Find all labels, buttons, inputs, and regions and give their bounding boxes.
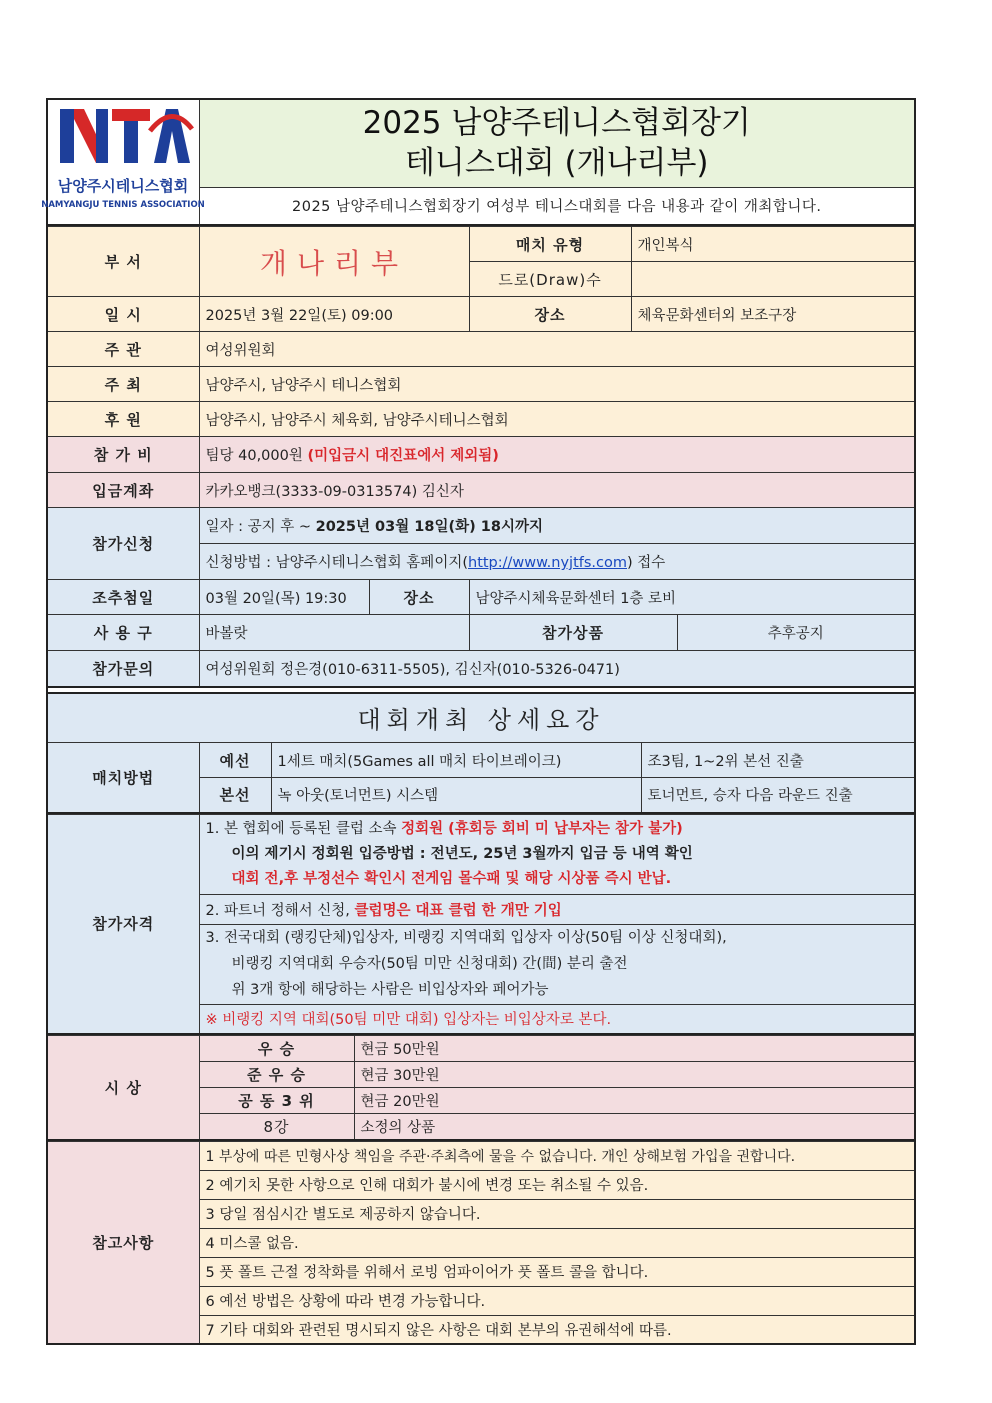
venue-label: 장소 — [469, 297, 631, 332]
eligibility-note: ※ 비랭킹 지역 대회(50팀 미만 대회) 입상자는 비입상자로 본다. — [199, 1004, 915, 1034]
organizer-value: 여성위원회 — [199, 332, 915, 367]
host-label: 주 최 — [47, 367, 199, 402]
division-value: 개나리부 — [199, 227, 469, 297]
prize-goods-label: 참가상품 — [469, 615, 677, 651]
note-item: 5 풋 폴트 근절 정착화를 위해서 로빙 엄파이어가 풋 폴트 콜을 합니다. — [199, 1257, 915, 1286]
svg-text:NAMYANGJU TENNIS ASSOCIATION: NAMYANGJU TENNIS ASSOCIATION — [41, 200, 206, 210]
fee-note: (미입금시 대진표에서 제외됨) — [307, 448, 499, 464]
elig3-line1: 3. 전국대회 (랭킹단체)입상자, 비랭킹 지역대회 입상자 이상(50팀 이상 신청대회), — [205, 930, 727, 946]
header-table — [41, 98, 916, 226]
award-prize: 현금 30만원 — [354, 1062, 915, 1088]
elig1-line2: 이의 제기시 정회원 입증방법 : 전년도, 25년 3월까지 입금 등 내역 확인 — [231, 845, 693, 862]
fee-value — [199, 437, 915, 473]
eligibility-item-2 — [199, 894, 915, 924]
eligibility-table — [46, 814, 916, 1036]
info-table — [46, 226, 916, 688]
elig1-prefix: 1. 본 협회에 등록된 클럽 소속 — [205, 820, 402, 837]
note-item: 3 당일 점심시간 별도로 제공하지 않습니다. — [199, 1199, 915, 1228]
prize-goods-value: 추후공지 — [677, 615, 915, 651]
elig1-line3: 대회 전,후 부정선수 확인시 전게임 몰수패 및 해당 시상품 즉시 반납. — [231, 870, 672, 887]
award-rank: 공 동 3 위 — [199, 1088, 354, 1114]
award-prize: 현금 50만원 — [354, 1036, 915, 1062]
venue-value: 체육문화센터외 보조구장 — [631, 297, 915, 332]
awards-table — [46, 1035, 916, 1141]
host-value: 남양주시, 남양주시 테니스협회 — [199, 367, 915, 402]
details-table — [46, 692, 916, 814]
organizer-label: 주 관 — [47, 332, 199, 367]
match-type-label: 매치 유형 — [469, 227, 631, 262]
date-label: 일 시 — [47, 297, 199, 332]
eligibility-item-3 — [199, 924, 915, 1004]
eligibility-label: 참가자격 — [47, 814, 199, 1034]
award-rank: 준 우 승 — [199, 1062, 354, 1088]
tournament-notice — [41, 98, 916, 1345]
homepage-link[interactable]: http://www.nyjtfs.com — [468, 555, 627, 571]
apply-method-prefix: 신청방법 : 남양주시테니스협회 홈페이지( — [205, 555, 468, 571]
main-value: 녹 아웃(토너먼트) 시스템 — [271, 778, 641, 813]
title-line2: 테니스대회 (개나리부) — [404, 145, 709, 182]
draw-count-value — [631, 262, 915, 297]
apply-date — [199, 508, 915, 544]
details-section-title: 대회개최 상세요강 — [47, 693, 915, 743]
svg-text:남양주시테니스협회: 남양주시테니스협회 — [58, 177, 189, 195]
note-item: 7 기타 대회와 관련된 명시되지 않은 사항은 대회 본부의 유권해석에 따름. — [199, 1315, 915, 1344]
account-label: 입금계좌 — [47, 473, 199, 508]
match-method-label: 매치방법 — [47, 743, 199, 813]
apply-method-suffix: ) 접수 — [627, 555, 666, 571]
apply-label: 참가신청 — [47, 508, 199, 580]
prelim-label: 예선 — [199, 743, 271, 778]
award-rank: 우 승 — [199, 1036, 354, 1062]
ball-label: 사 용 구 — [47, 615, 199, 651]
subtitle: 2025 남양주테니스협회장기 여성부 테니스대회를 다음 내용과 같이 개최합니다. — [199, 187, 915, 225]
title-cell — [199, 99, 915, 187]
draw-place-value: 남양주시체육문화센터 1층 로비 — [469, 580, 915, 615]
contact-value: 여성위원회 정은경(010-6311-5505), 김신자(010-5326-0471) — [199, 651, 915, 687]
draw-meeting-value: 03월 20일(목) 19:30 — [199, 580, 369, 615]
elig2-red: 클럽명은 대표 클럽 한 개만 기입 — [354, 902, 562, 919]
elig2-prefix: 2. 파트너 정해서 신청, — [205, 902, 355, 919]
note-item: 6 예선 방법은 상황에 따라 변경 가능합니다. — [199, 1286, 915, 1315]
draw-meeting-label: 조추첨일 — [47, 580, 199, 615]
note-item: 2 예기치 못한 사항으로 인해 대회가 불시에 변경 또는 취소될 수 있음. — [199, 1170, 915, 1199]
title-line1: 2025 남양주테니스협회장기 — [362, 105, 751, 142]
notes-table — [46, 1141, 916, 1346]
fee-label: 참 가 비 — [47, 437, 199, 473]
match-type-value: 개인복식 — [631, 227, 915, 262]
award-rank: 8강 — [199, 1114, 354, 1140]
draw-count-label: 드로(Draw)수 — [469, 262, 631, 297]
note-item: 4 미스콜 없음. — [199, 1228, 915, 1257]
elig3-line2: 비랭킹 지역대회 우승자(50팀 미만 신청대회) 간(間) 분리 출전 — [231, 956, 628, 972]
prelim-value: 1세트 매치(5Games all 매치 타이브레이크) — [271, 743, 641, 778]
date-value: 2025년 3월 22일(토) 09:00 — [199, 297, 469, 332]
ball-value: 바볼랏 — [199, 615, 469, 651]
sponsor-value: 남양주시, 남양주시 체육회, 남양주시테니스협회 — [199, 402, 915, 437]
awards-label: 시 상 — [47, 1036, 199, 1140]
notes-label: 참고사항 — [47, 1141, 199, 1344]
draw-place-label: 장소 — [369, 580, 469, 615]
apply-deadline: 2025년 03월 18일(화) 18시까지 — [315, 519, 543, 535]
main-label: 본선 — [199, 778, 271, 813]
account-value: 카카오뱅크(3333-09-0313574) 김신자 — [199, 473, 915, 508]
sponsor-label: 후 원 — [47, 402, 199, 437]
logo — [41, 99, 206, 225]
elig3-line3: 위 3개 항에 해당하는 사람은 비입상자와 페어가능 — [231, 982, 549, 998]
note-item: 1 부상에 따른 민형사상 책임을 주관·주최측에 물을 수 없습니다. 개인 상해보험 가입을 권합니다. — [199, 1141, 915, 1170]
division-label: 부 서 — [47, 227, 199, 297]
apply-date-prefix: 일자 : 공지 후 ~ — [205, 519, 316, 535]
contact-label: 참가문의 — [47, 651, 199, 687]
main-note: 토너먼트, 승자 다음 라운드 진출 — [641, 778, 915, 813]
award-prize: 현금 20만원 — [354, 1088, 915, 1114]
apply-method — [199, 544, 915, 580]
award-prize: 소정의 상품 — [354, 1114, 915, 1140]
prelim-note: 조3팀, 1~2위 본선 진출 — [641, 743, 915, 778]
fee-amount: 팀당 40,000원 — [205, 448, 303, 464]
elig1-red: 정회원 (휴회등 회비 미 납부자는 참가 불가) — [401, 820, 683, 837]
nta-logo-icon — [41, 101, 206, 219]
eligibility-item-1 — [199, 814, 915, 894]
